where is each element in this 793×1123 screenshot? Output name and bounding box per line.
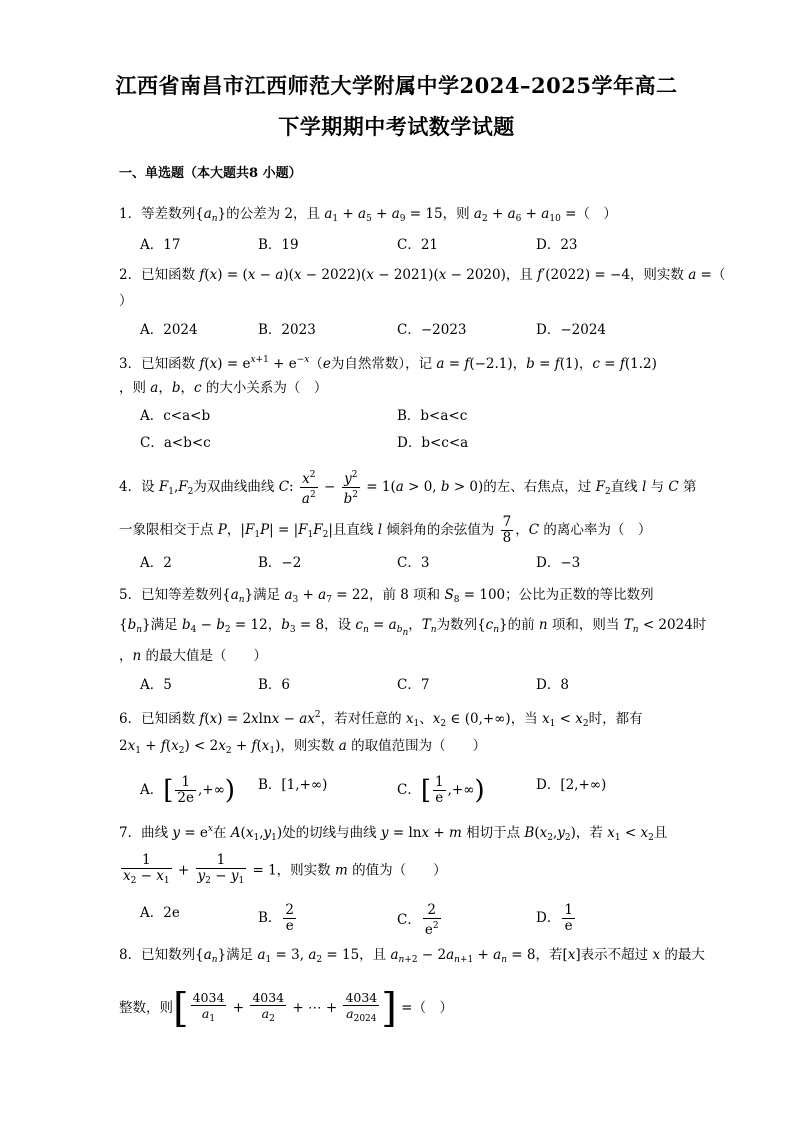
q6-option-a[interactable]: A．[ $\frac{1}{2e}$ ,+∞) (140, 774, 236, 806)
page-title-line2: 下学期期中考试数学试题 (278, 114, 515, 139)
q4-option-b[interactable]: B．−2 (258, 555, 302, 571)
question-8-stem: 8．已知数列$\{a_n\}$满足 $a_1 = 3$, $a_2 = 15$，且 $a_{n+2} - 2a_{n+1} + a_n = 8$，若[x]表示不超过 x 的最大 (119, 947, 705, 965)
q5-option-d[interactable]: D．8 (536, 677, 569, 693)
q5-option-b[interactable]: B．6 (258, 677, 291, 693)
q5-option-c[interactable]: C．7 (397, 677, 430, 693)
q4-option-d[interactable]: D．−3 (536, 555, 581, 571)
question-1-stem: 1．等差数列$\{a_n\}$的公差为 2，且 $a_1 + a_5 + a_9 = 15$，则 $a_2 + a_6 + a_{10}$ =（ ） (119, 206, 617, 224)
q4-option-c[interactable]: C．3 (397, 555, 430, 571)
q1-option-c[interactable]: C．21 (397, 237, 439, 253)
q2-option-d[interactable]: D．−2024 (536, 322, 606, 338)
q6-option-c[interactable]: C．[ $\frac{1}{e}$ ,+∞) (397, 774, 485, 806)
q6-option-b[interactable]: B．[1,+∞) (258, 777, 328, 793)
q7-option-c[interactable]: C． $\frac{2}{e^2}$ (397, 902, 439, 938)
question-6-stem: 6．已知函数 $f(x) = 2xlnx - ax^2$，若对任意的 $x_1$、$x_2$ ∈ (0,+∞)，当 $x_1 < x_2$时，都有 (119, 710, 643, 729)
section-heading: 一、单选题（本大题共8 小题） (119, 166, 302, 181)
q3-option-a[interactable]: A．c<a<b (140, 408, 211, 424)
q4-option-a[interactable]: A．2 (140, 555, 172, 571)
question-5-stem-cont1: $\{b_n\}$满足 $b_4 - b_2 = 12$，$b_3 = 8$，设 $c_n = a_{b_n}$，$T_n$为数列$\{c_n\}$的前 n 项和，则当 $T_n < 2024$时 (119, 617, 707, 638)
page-title-line1: 江西省南昌市江西师范大学附属中学2024–2025学年高二 (115, 73, 678, 98)
q2-option-c[interactable]: C．−2023 (397, 322, 467, 338)
question-5-stem-cont2: ，n 的最大值是（ ） (119, 648, 267, 664)
q3-option-b[interactable]: B．b<a<c (397, 408, 468, 424)
q1-option-b[interactable]: B．19 (258, 237, 299, 253)
q3-option-c[interactable]: C．a<b<c (140, 435, 211, 451)
question-3-stem: 3．已知函数 $f(x) = e^{x+1} + e^{-x}(e$为自然常数），记 a = f(−2.1)，b = f(1)，c = f(1.2) (119, 355, 657, 372)
question-2-stem: 2．已知函数 f(x) = (x − a)(x − 2022)(x − 2021)(x − 2020)，且 f′(2022) = −4，则实数 a =（ (119, 267, 726, 283)
q6-option-d[interactable]: D．[2,+∞) (536, 777, 607, 793)
q2-option-a[interactable]: A．2024 (140, 322, 198, 338)
question-7-stem: 7．曲线 $y = e^x$在 $A(x_1,y_1)$处的切线与曲线 y = lnx + m 相切于点 $B(x_2,y_2)$，若 $x_1 < x_2$且 (119, 824, 668, 843)
question-8-stem-cont: 整数，则[ $\frac{4034}{a_1}$ + $\frac{4034}{a_2}$ + ⋯ + $\frac{4034}{a_{2024}}$ ] =（ ） (119, 985, 453, 1032)
question-3-stem-cont: ，则 a，b，c 的大小关系为（ ） (119, 380, 328, 396)
q7-option-a[interactable]: A．2e (140, 905, 180, 921)
q2-option-b[interactable]: B．2023 (258, 322, 316, 338)
question-4-stem-cont: 一象限相交于点 P，$|F_1P| = |F_1F_2|$且直线 l 倾斜角的余弦值为 $\frac{7}{8}$ ，C 的离心率为（ ） (119, 514, 652, 546)
q1-option-a[interactable]: A．17 (140, 237, 181, 253)
question-7-stem-cont: $\frac{1}{x_2 - x_1}$ + $\frac{1}{y_2 - y_1}$ = 1，则实数 m 的值为（ ） (123, 852, 447, 886)
question-4-stem: 4．设 $F_1,F_2$为双曲线曲线 C: $\frac{x^2}{a^2}$ − $\frac{y^2}{b^2}$ = 1(a > 0, b > 0)的左、右焦点，过 $F_2$直线 l 与 C 第 (119, 470, 697, 507)
q1-option-d[interactable]: D．23 (536, 237, 578, 253)
q3-option-d[interactable]: D．b<c<a (397, 435, 469, 451)
question-6-stem-cont: $2x_1 + f(x_2) < 2x_2 + f(x_1)$，则实数 a 的取值范围为（ ） (119, 738, 487, 756)
question-2-stem-cont: ） (119, 293, 133, 309)
q7-option-d[interactable]: D． $\frac{1}{e}$ (536, 902, 573, 934)
q5-option-a[interactable]: A．5 (140, 677, 172, 693)
q7-option-b[interactable]: B． $\frac{2}{e}$ (258, 902, 295, 934)
question-5-stem: 5．已知等差数列$\{a_n\}$满足 $a_3 + a_7 = 22$，前 8 项和 $S_8 = 100$；公比为正数的等比数列 (119, 587, 654, 605)
